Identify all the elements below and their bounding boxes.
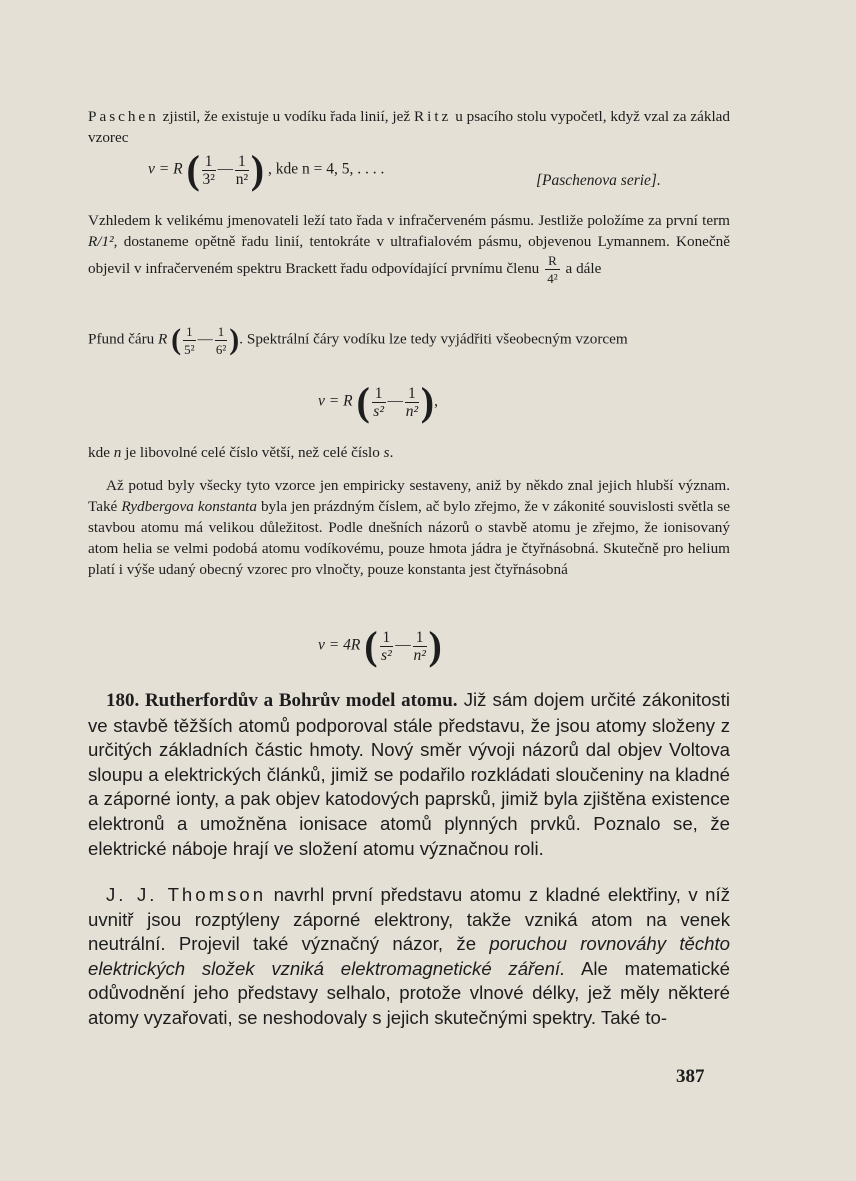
paragraph-paschen: Paschen zjistil, že existuje u vodíku řada linií, jež Ritz u psacího stolu vypočetl, když vzal za základ vzorec (88, 108, 730, 146)
rydberg-constant: Rydbergova konstanta (121, 498, 257, 515)
paragraph-where-n: kde n je libovolné celé číslo větší, než celé číslo s. (88, 444, 394, 461)
paragraph-infrared: Vzhledem k velikému jmenovateli leží tato řada v infračerveném pásmu. Jestliže položíme za první term R/1², dostaneme opětně řadu linií, tentokráte v ultrafialovém pásmu, objevenou Lymannem. Konečně objevil v infračerveném spektru Brackett řadu odpovídající prvnímu členu $\frac{R}{\text{4²}}$ a dále (88, 212, 730, 286)
page-number: 387 (676, 1066, 705, 1087)
name-thomson: J. J. Thomson (106, 884, 267, 905)
section-title: 180. Rutherfordův a Bohrův model atomu. (106, 690, 458, 711)
equation-label-paschen: [Paschenova serie]. (536, 172, 661, 189)
paragraph-pfund: Pfund čáru R ( $\frac{1}{\text{5²}}$ — $\frac{1}{\text{6²}}$ ). Spektrální čáry vodíku lze tedy vyjádřiti všeobecným vzorcem (88, 323, 628, 357)
equation-general: ν = R ( $\frac{1}{\text{s²}}$ — $\frac{1}{\text{n²}}$ ), (318, 379, 438, 424)
name-paschen: Paschen (88, 108, 159, 125)
paragraph-section-180: 180. Rutherfordův a Bohrův model atomu. Již sám dojem určité zákonitosti ve stavbě těžších atomů podporoval stále představu, že jsou atomy složeny z určitých základních částic hmoty. Nový směr vývoji názorů dal objev Voltova sloupu a elektrických článků, jimiž se podařilo rozkládati sloučeniny na kladné a záporné ionty, a pak objev katodových paprsků, jimiž byla zjištěna existence elektronů a umožněna ionisace atomů plynných prvků. Poznalo se, že elektrické náboje hrají ve složení atomu význačnou roli. (88, 689, 730, 859)
equation-helium: ν = 4R ( $\frac{1}{\text{s²}}$ — $\frac{1}{\text{n²}}$ ) (318, 623, 442, 668)
equation-paschen-series: ν = R ( $\frac{1}{\text{3²}}$ — $\frac{1}{\text{n²}}$ ) , kde n = 4, 5, . . . . (148, 147, 385, 192)
emphasis-radiation: poruchou rovnováhy těchto elektrických složek vzniká elektromagnetické záření. (88, 933, 730, 979)
name-ritz: Ritz (413, 108, 452, 125)
paragraph-rydberg: Až potud byly všecky tyto vzorce jen empiricky sestaveny, aniž by někdo znal jejich hlubší význam. Také Rydbergova konstanta byla jen prázdným číslem, ač bylo zřejmo, že v zákonité souvislosti světla se stavbou atomu má velikou důležitost. Podle dnešních názorů o stavbě atomu je zřejmo, že ionisovaný atom helia se velmi podobá atomu vodíkovému, pouze hmota jádra je čtyřnásobná. Skutečně pro helium platí i výše udaný obecný vzorec pro vlnočty, pouze konstanta jest čtyřnásobná (88, 477, 730, 578)
paragraph-thomson: J. J. Thomson navrhl první představu atomu z kladné elektřiny, v níž uvnitř jsou rozptýleny záporné elektrony, takže vzniká atom na venek neutrální. Projevil také význačný názor, že poruchou rovnováhy těchto elektrických složek vzniká elektromagnetické záření. Ale matematické odůvodnění jeho představy selhalo, protože vlnové délky, jež měly některé atomy vyzařovati, se neshodovaly s jejich skutečnými spektry. Také to- (88, 884, 731, 1028)
